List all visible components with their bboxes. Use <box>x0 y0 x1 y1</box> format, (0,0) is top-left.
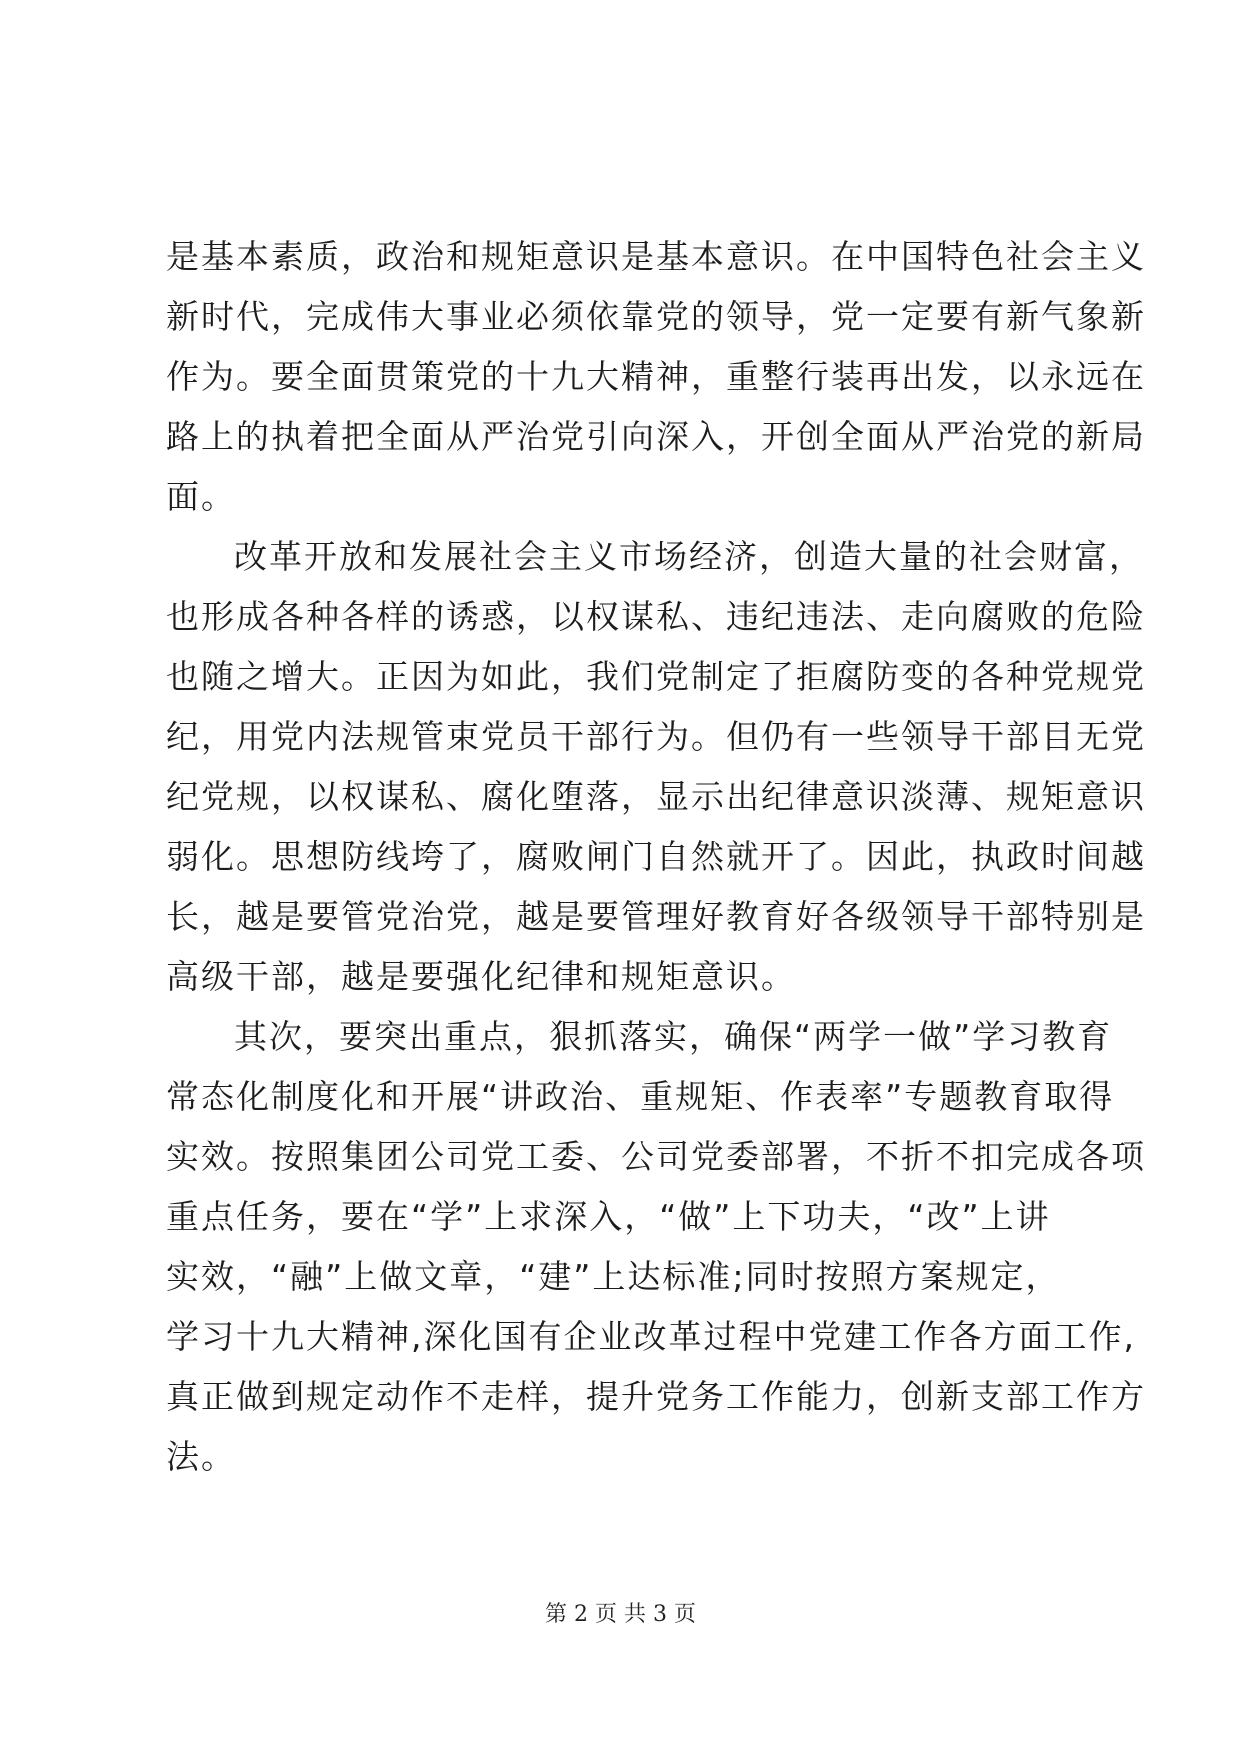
paragraph-1 <box>166 227 1146 527</box>
text-line: 弱化。思想防线垮了，腐败闸门自然就开了。因此，执政时间越 <box>166 837 1146 876</box>
text-line: 其次，要突出重点，狠抓落实，确保“两学一做”学习教育 <box>234 1017 1113 1056</box>
page-number-footer: 第 2 页 共 3 页 <box>545 1602 696 1627</box>
paragraph-3 <box>166 1007 1146 1487</box>
text-line: 也形成各种各样的诱惑，以权谋私、违纪违法、走向腐败的危险 <box>166 597 1146 636</box>
paragraph-2 <box>166 527 1146 1007</box>
text-line: 面。 <box>166 477 236 516</box>
text-line: 重点任务，要在“学”上求深入，“做”上下功夫，“改”上讲 <box>166 1197 1051 1236</box>
text-line: 路上的执着把全面从严治党引向深入，开创全面从严治党的新局 <box>166 417 1146 456</box>
text-line: 新时代，完成伟大事业必须依靠党的领导，党一定要有新气象新 <box>166 297 1146 336</box>
text-line: 也随之增大。正因为如此，我们党制定了拒腐防变的各种党规党 <box>166 657 1146 696</box>
text-line: 是基本素质，政治和规矩意识是基本意识。在中国特色社会主义 <box>166 237 1146 276</box>
text-line: 改革开放和发展社会主义市场经济，创造大量的社会财富， <box>234 537 1144 576</box>
text-line: 学习十九大精神,深化国有企业改革过程中党建工作各方面工作, <box>166 1317 1136 1356</box>
text-line: 作为。要全面贯策党的十九大精神，重整行装再出发，以永远在 <box>166 357 1146 396</box>
text-line: 法。 <box>166 1437 236 1476</box>
text-line: 纪，用党内法规管束党员干部行为。但仍有一些领导干部目无党 <box>166 717 1146 756</box>
text-line: 真正做到规定动作不走样，提升党务工作能力，创新支部工作方 <box>166 1377 1146 1416</box>
text-line: 纪党规，以权谋私、腐化堕落，显示出纪律意识淡薄、规矩意识 <box>166 777 1146 816</box>
text-line: 实效，“融”上做文章，“建”上达标准;同时按照方案规定， <box>166 1257 1061 1296</box>
text-line: 实效。按照集团公司党工委、公司党委部署，不折不扣完成各项 <box>166 1137 1146 1176</box>
text-line: 长，越是要管党治党，越是要管理好教育好各级领导干部特别是 <box>166 897 1146 936</box>
document-body <box>166 227 1146 1487</box>
text-line: 高级干部，越是要强化纪律和规矩意识。 <box>166 957 796 996</box>
text-line: 常态化制度化和开展“讲政治、重规矩、作表率”专题教育取得 <box>166 1077 1115 1116</box>
